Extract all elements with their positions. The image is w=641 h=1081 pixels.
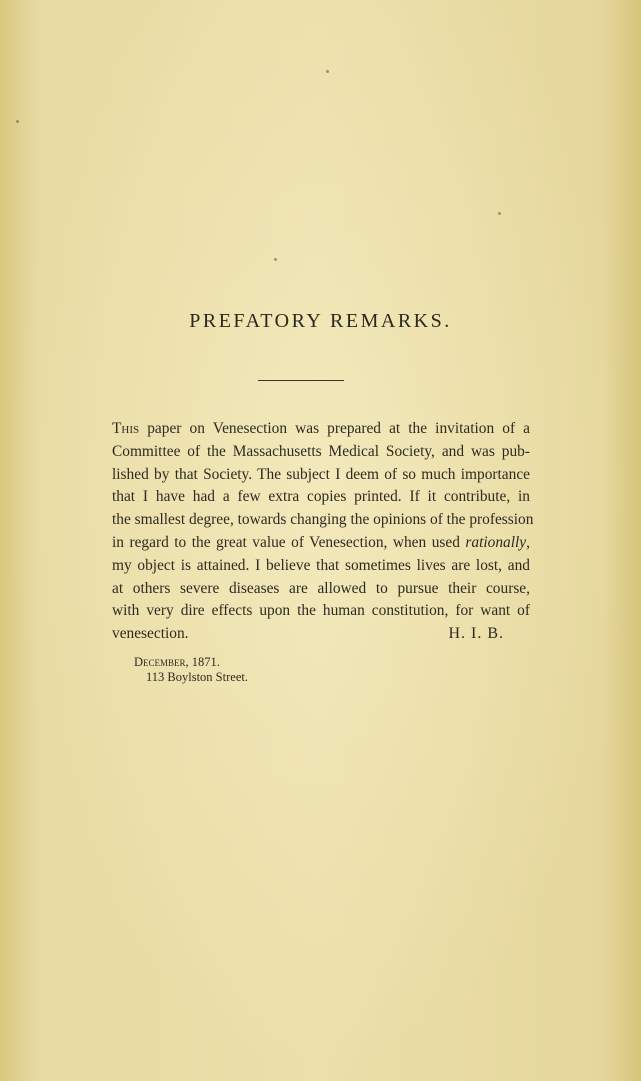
text-line: Committee of the Massachusetts Medical Society, and was pub- xyxy=(112,442,530,460)
paper-speck xyxy=(498,212,501,215)
text-line: that I have had a few extra copies printed. If it contribute, in xyxy=(112,488,530,506)
body-paragraph xyxy=(112,418,534,646)
first-word: This xyxy=(112,420,140,437)
paper-speck xyxy=(326,70,329,73)
text-line: the smallest degree, towards changing the opinions of the profession xyxy=(112,511,534,529)
title-divider xyxy=(258,380,344,381)
italic-word: rationally xyxy=(465,533,527,551)
text-line: at others severe diseases are allowed to pursue their course, xyxy=(112,579,530,597)
text-line: This paper on Venesection was prepared at the invitation of a xyxy=(112,420,530,437)
text-line-last: venesection. H. I. B. xyxy=(112,623,530,646)
signature: H. I. B. xyxy=(448,625,504,643)
paper-speck xyxy=(274,258,277,261)
date-line: December, 1871. xyxy=(134,655,220,669)
paper-speck xyxy=(16,120,19,123)
text-line: in regard to the great value of Venesection, when used rationally, xyxy=(112,533,530,551)
text-line: with very dire effects upon the human constitution, for want of xyxy=(112,602,530,620)
text-line: lished by that Society. The subject I deem of so much importance xyxy=(112,465,530,483)
page-title: PREFATORY REMARKS. xyxy=(189,310,452,332)
text-line: my object is attained. I believe that sometimes lives are lost, and xyxy=(112,556,530,574)
address-line: 113 Boylston Street. xyxy=(146,670,248,684)
